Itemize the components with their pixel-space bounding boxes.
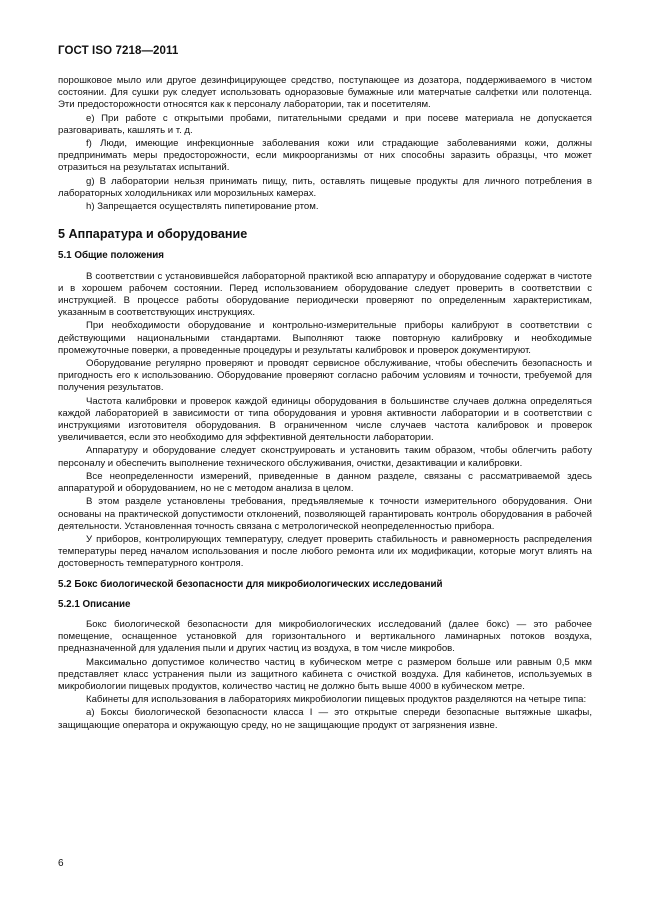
standard-header: ГОСТ ISO 7218—2011 xyxy=(58,45,179,57)
paragraph: У приборов, контролирующих температуру, следует проверить стабильность и равномерность распределения температуры перед началом использования и после любого ремонта или их модификации, которые могут влиять на достоверность температурного контроля. xyxy=(58,533,592,570)
list-item-f: f) Люди, имеющие инфекционные заболевания кожи или страдающие заболеваниями кожи, должны предпринимать меры предосторожности, если микроорганизмы от них способны заразить образцы, что может отразиться на результатах испытаний. xyxy=(58,138,592,174)
list-item-g: g) В лаборатории нельзя принимать пищу, пить, оставлять пищевые продукты для личного потребления в лабораторных холодильниках или морозильных камерах. xyxy=(58,175,592,199)
list-item-a: a) Боксы биологической безопасности класса I — это открытые спереди безопасные вытяжные шкафы, защищающие оператора и окружающую среду, но не защищающие продукт от загрязнения извне. xyxy=(58,707,592,731)
page-number: 6 xyxy=(58,858,64,869)
section-5-1-body xyxy=(58,271,592,571)
paragraph: порошковое мыло или другое дезинфицирующее средство, поступающее из дозатора, поддерживаемого в чистом состоянии. Для сушки рук следует использовать одноразовые бумажные или матерчатые салфетки или полотенца. Эти предосторожности относятся как к персоналу лаборатории, так и посетителям. xyxy=(58,75,592,111)
paragraph: Бокс биологической безопасности для микробиологических исследований (далее бокс) — это рабочее помещение, оснащенное установкой для горизонтального и вертикального ламинарных потоков воздуха, предназначенной для удаления пыли и других частиц из воздуха, в том числе микробов. xyxy=(58,618,592,655)
section-5-1-heading: 5.1 Общие положения xyxy=(58,250,165,262)
page-content xyxy=(58,75,592,733)
paragraph: В этом разделе установлены требования, предъявляемые к точности измерительного оборудования. Они основаны на практической допустимости отклонений, позволяющей гарантировать контроль оборудования в рабочей деятельности. Установленная точность связана с метрологической неопределенностью прибора. xyxy=(58,496,592,532)
paragraph: Частота калибровки и проверок каждой единицы оборудования в большинстве случаев должна определяться каждой лабораторией в зависимости от типа оборудования и уровня активности лаборатории и в соответствии с инструкциями изготовителя оборудования. В ограниченном числе случаев частота калибровок и проверок увеличивается, если это необходимо для эффективной деятельности лаборатории. xyxy=(58,395,592,444)
list-item-e: e) При работе с открытыми пробами, питательными средами и при посеве материала не допускается разговаривать, кашлять и т. д. xyxy=(58,112,592,136)
section-5-heading: 5 Аппаратура и оборудование xyxy=(58,227,248,242)
intro-block xyxy=(58,75,592,213)
section-5-2-1-heading: 5.2.1 Описание xyxy=(58,598,131,610)
paragraph: Все неопределенности измерений, приведенные в данном разделе, связаны с рассматриваемой здесь аппаратурой и оборудованием, но не с методом анализа в целом. xyxy=(58,470,592,495)
paragraph: Максимально допустимое количество частиц в кубическом метре с размером больше или равным 0,5 мкм представляет класс устранения пыли из защитного кабинета с очисткой воздуха. Для кабинетов, используемых в микробиологии пищевых продуктов, количество частиц не должно быть выше 4000 в кубическом метре. xyxy=(58,656,592,692)
paragraph: Аппаратуру и оборудование следует сконструировать и установить таким образом, чтобы облегчить работу персоналу и обеспечить выполнение технического обслуживания, очистки, дезактивации и калибровки. xyxy=(58,445,592,469)
paragraph: Кабинеты для использования в лабораториях микробиологии пищевых продуктов разделяются на четыре типа: xyxy=(86,694,587,706)
paragraph: Оборудование регулярно проверяют и проводят сервисное обслуживание, чтобы обеспечить безопасность и пригодность его к использованию. Оборудование проверяют согласно рабочим условиям и точности, требуемой для получения результатов. xyxy=(58,358,592,394)
section-5-2-heading: 5.2 Бокс биологической безопасности для микробиологических исследований xyxy=(58,578,443,590)
paragraph: При необходимости оборудование и контрольно-измерительные приборы калибруют в соответствии с действующими национальными стандартами. Выполняют также повторную калибровку и необходимые промежуточные поверки, а проведенные процедуры и результаты калибровок и проверок документируют. xyxy=(58,320,592,356)
list-item-h: h) Запрещается осуществлять пипетирование ртом. xyxy=(86,201,319,213)
section-5-2-1-body xyxy=(58,619,592,732)
paragraph: В соответствии с установившейся лабораторной практикой всю аппаратуру и оборудование содержат в чистоте и в хорошем рабочем состоянии. Перед использованием оборудование следует проверить в соответствии с инструкцией. В процессе работы оборудование периодически проверяют по определенным характеристикам, указанным в соответствующих инструкциях. xyxy=(58,270,592,319)
